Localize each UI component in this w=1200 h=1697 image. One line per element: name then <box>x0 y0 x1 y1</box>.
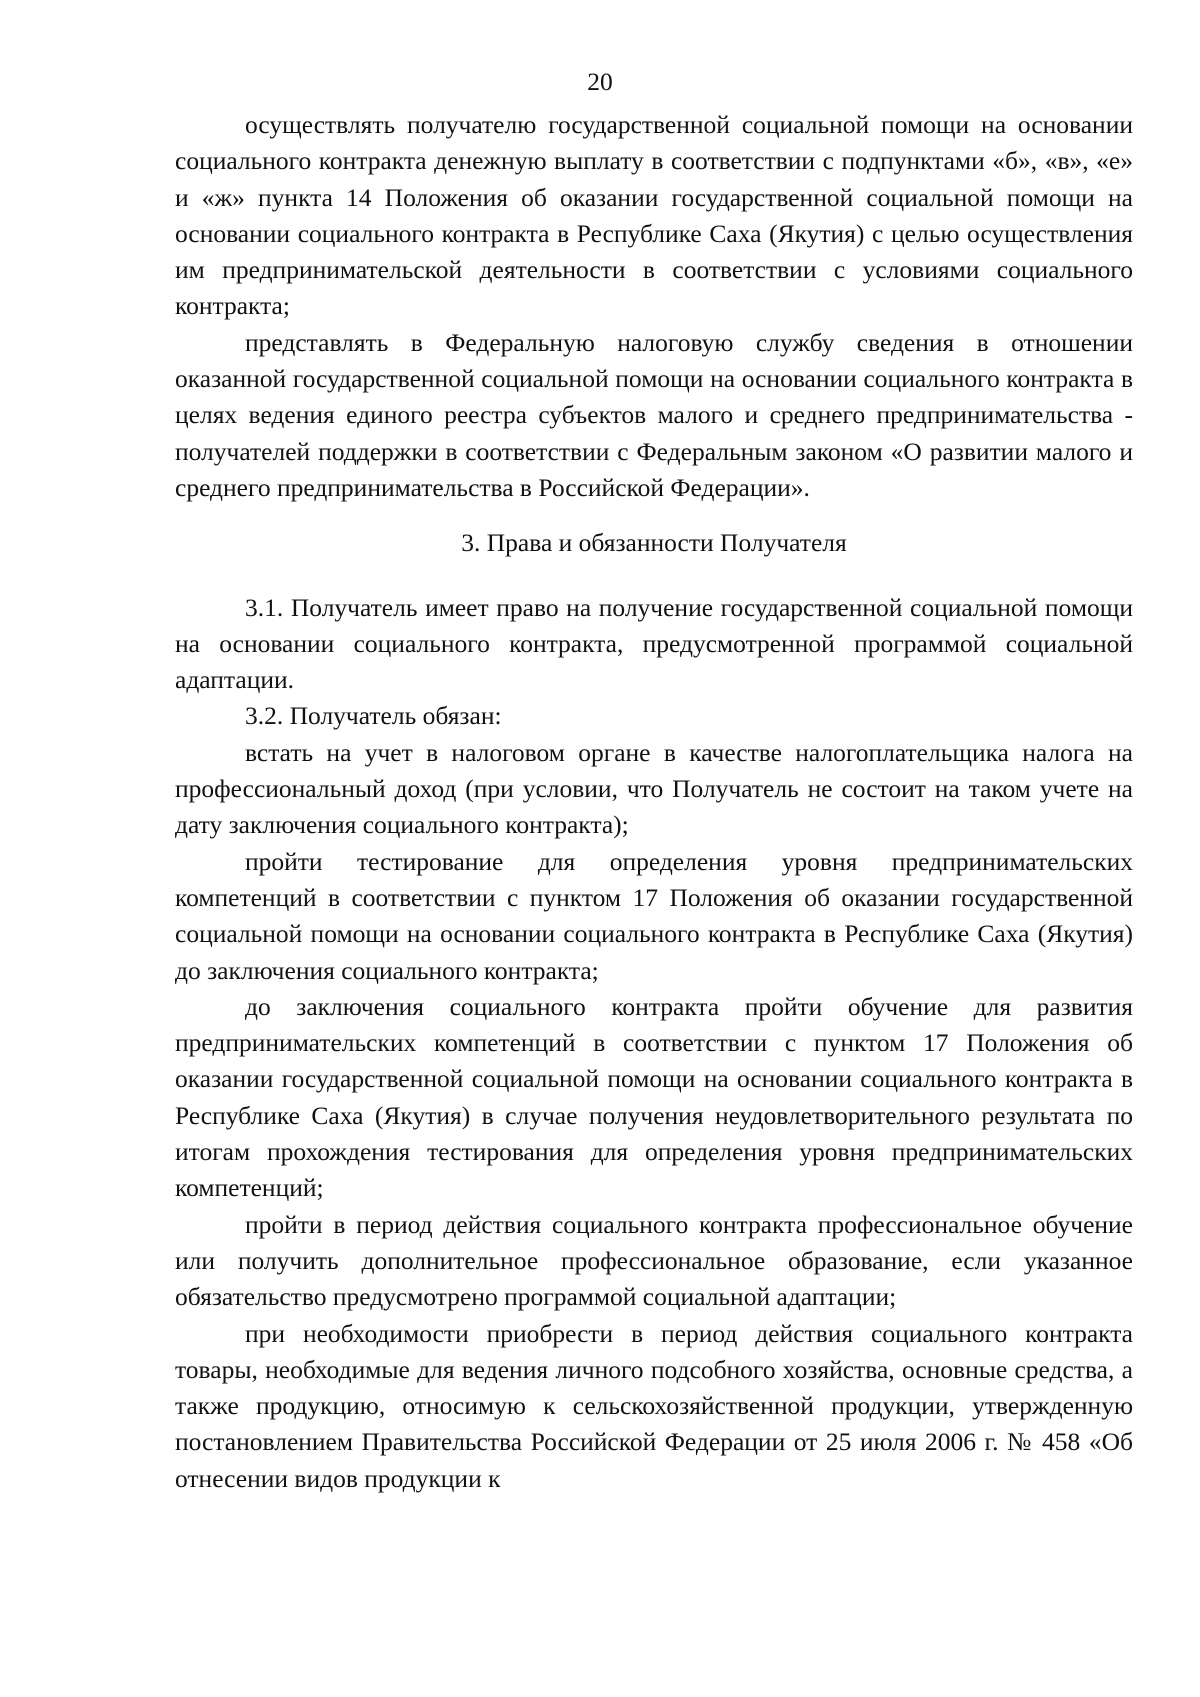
paragraph-professional-education: пройти в период действия социального контракта профессиональное обучение или получить дополнительное профессиональное образование, если указанное обязательство предусмотрено программой социальной адаптации; <box>175 1209 1133 1312</box>
paragraph-training: до заключения социального контракта пройти обучение для развития предпринимательских компетенций в соответствии с пунктом 17 Положения об оказании государственной социальной помощи на основании социального контракта в Республике Саха (Якутия) в случае получения неудовлетворительного результата по итогам прохождения тестирования для определения уровня предпринимательских компетенций; <box>175 991 1133 1203</box>
paragraph-tax-service-reporting: представлять в Федеральную налоговую службу сведения в отношении оказанной государственной социальной помощи на основании социального контракта в целях ведения единого реестра субъектов малого и среднего предпринимательства - получателей поддержки в соответствии с Федеральным законом «О развитии малого и среднего предпринимательства в Российской Федерации». <box>175 327 1133 502</box>
document-body <box>175 107 1133 1497</box>
page-number: 20 <box>587 67 613 96</box>
paragraph-payment-obligation: осуществлять получателю государственной социальной помощи на основании социального контракта денежную выплату в соответствии с подпунктами «б», «в», «е» и «ж» пункта 14 Положения об оказании государственной социальной помощи на основании социального контракта в Республике Саха (Якутия) с целью осуществления им предпринимательской деятельности в соответствии с условиями социального контракта; <box>175 110 1133 321</box>
paragraph-purchase-goods: при необходимости приобрести в период действия социального контракта товары, необходимые для ведения личного подсобного хозяйства, основные средства, а также продукцию, относимую к сельскохозяйственной продукции, утвержденную постановлением Правительства Российской Федерации от 25 июля 2006 г. № 458 «Об отнесении видов продукции к <box>175 1318 1133 1493</box>
section-heading: 3. Права и обязанности Получателя <box>461 528 847 558</box>
paragraph-testing: пройти тестирование для определения уровня предпринимательских компетенций в соответствии с пунктом 17 Положения об оказании государственной социальной помощи на основании социального контракта в Республике Саха (Якутия) до заключения социального контракта; <box>175 846 1133 985</box>
paragraph-tax-registration: встать на учет в налоговом органе в качестве налогоплательщика налога на профессиональный доход (при условии, что Получатель не состоит на таком учете на дату заключения социального контракта); <box>175 737 1133 840</box>
paragraph-clause-3-2: 3.2. Получатель обязан: <box>245 701 502 731</box>
paragraph-clause-3-1: 3.1. Получатель имеет право на получение государственной социальной помощи на основании социального контракта, предусмотренной программой социальной адаптации. <box>175 592 1133 695</box>
